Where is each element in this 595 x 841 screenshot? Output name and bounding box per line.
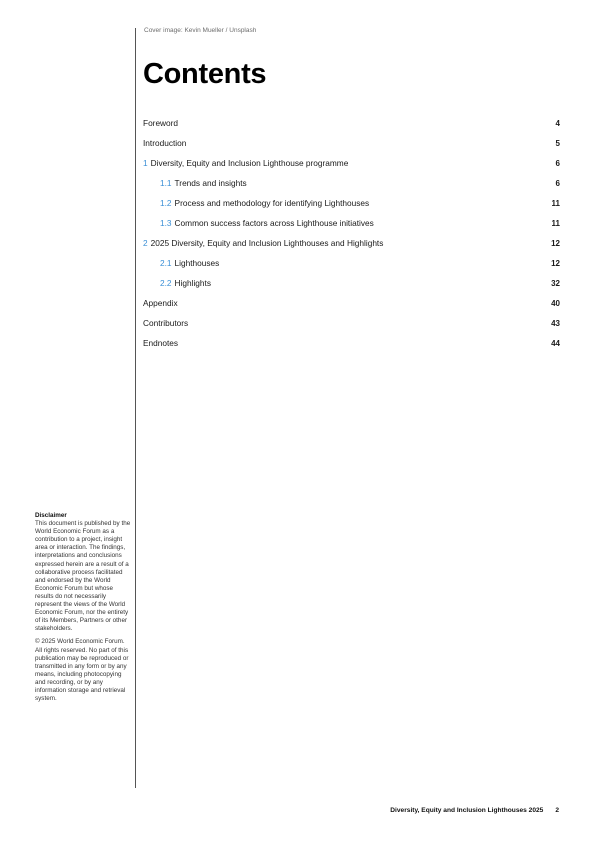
toc-entry-section-2-2[interactable] [143, 273, 560, 293]
toc-page-number: 11 [551, 218, 560, 228]
toc-entry-label: Highlights [174, 278, 211, 288]
toc-entry-label: Process and methodology for identifying Lighthouses [174, 198, 370, 208]
toc-section-number: 1.2 [160, 198, 172, 208]
toc-entry-section-1-3[interactable] [143, 213, 560, 233]
toc-entry-foreword[interactable] [143, 113, 560, 133]
cover-image-credit: Cover image: Kevin Mueller / Unsplash [144, 27, 257, 34]
page-title: Contents [143, 58, 267, 90]
toc-page-number: 6 [555, 178, 560, 188]
disclaimer-body: This document is published by the World Economic Forum as a contribution to a project, insight area or interaction. The findings, interpretations and conclusions expressed herein are a result of a collaborative process facilitated and endorsed by the World Economic Forum but whose results do not necessarily represent the views of the World Economic Forum, nor the entirety of its Members, Partners or other stakeholders. [35, 520, 131, 633]
toc-section-number: 2 [143, 238, 148, 248]
toc-entry-label: 2025 Diversity, Equity and Inclusion Lighthouses and Highlights [150, 238, 384, 248]
table-of-contents [143, 113, 560, 353]
toc-entry-section-1-2[interactable] [143, 193, 560, 213]
toc-entry-label: Trends and insights [174, 178, 247, 188]
toc-entry-label: Diversity, Equity and Inclusion Lighthouse programme [150, 158, 349, 168]
toc-section-number: 2.1 [160, 258, 172, 268]
toc-page-number: 43 [551, 318, 560, 328]
toc-section-number: 1.3 [160, 218, 172, 228]
toc-page-number: 40 [551, 298, 560, 308]
toc-page-number: 12 [551, 258, 560, 268]
toc-page-number: 12 [551, 238, 560, 248]
page-footer [390, 807, 559, 814]
footer-page-number: 2 [555, 807, 559, 814]
toc-entry-section-2[interactable] [143, 233, 560, 253]
toc-page-number: 32 [551, 278, 560, 288]
toc-entry-endnotes[interactable] [143, 333, 560, 353]
toc-page-number: 44 [551, 338, 560, 348]
toc-entry-section-1-1[interactable] [143, 173, 560, 193]
toc-section-number: 1.1 [160, 178, 172, 188]
toc-section-number: 1 [143, 158, 148, 168]
disclaimer-title: Disclaimer [35, 512, 67, 519]
toc-entry-label: Common success factors across Lighthouse initiatives [174, 218, 374, 228]
toc-entry-section-2-1[interactable] [143, 253, 560, 273]
vertical-divider [135, 28, 136, 788]
toc-entry-label: Foreword [143, 118, 179, 128]
disclaimer [35, 512, 132, 708]
toc-page-number: 5 [555, 138, 560, 148]
toc-entry-label: Appendix [143, 298, 178, 308]
toc-page-number: 6 [555, 158, 560, 168]
toc-entry-section-1[interactable] [143, 153, 560, 173]
toc-entry-introduction[interactable] [143, 133, 560, 153]
toc-entry-label: Introduction [143, 138, 187, 148]
toc-page-number: 4 [555, 118, 560, 128]
footer-title: Diversity, Equity and Inclusion Lighthouses 2025 [390, 807, 544, 814]
toc-entry-appendix[interactable] [143, 293, 560, 313]
toc-page-number: 11 [551, 198, 560, 208]
copyright-notice: © 2025 World Economic Forum. All rights reserved. No part of this publication may be reproduced or transmitted in any form or by any means, including photocopying and recording, or by any information storage and retrieval system. [35, 638, 129, 703]
toc-entry-contributors[interactable] [143, 313, 560, 333]
toc-entry-label: Lighthouses [174, 258, 220, 268]
toc-section-number: 2.2 [160, 278, 172, 288]
toc-entry-label: Endnotes [143, 338, 179, 348]
toc-entry-label: Contributors [143, 318, 189, 328]
